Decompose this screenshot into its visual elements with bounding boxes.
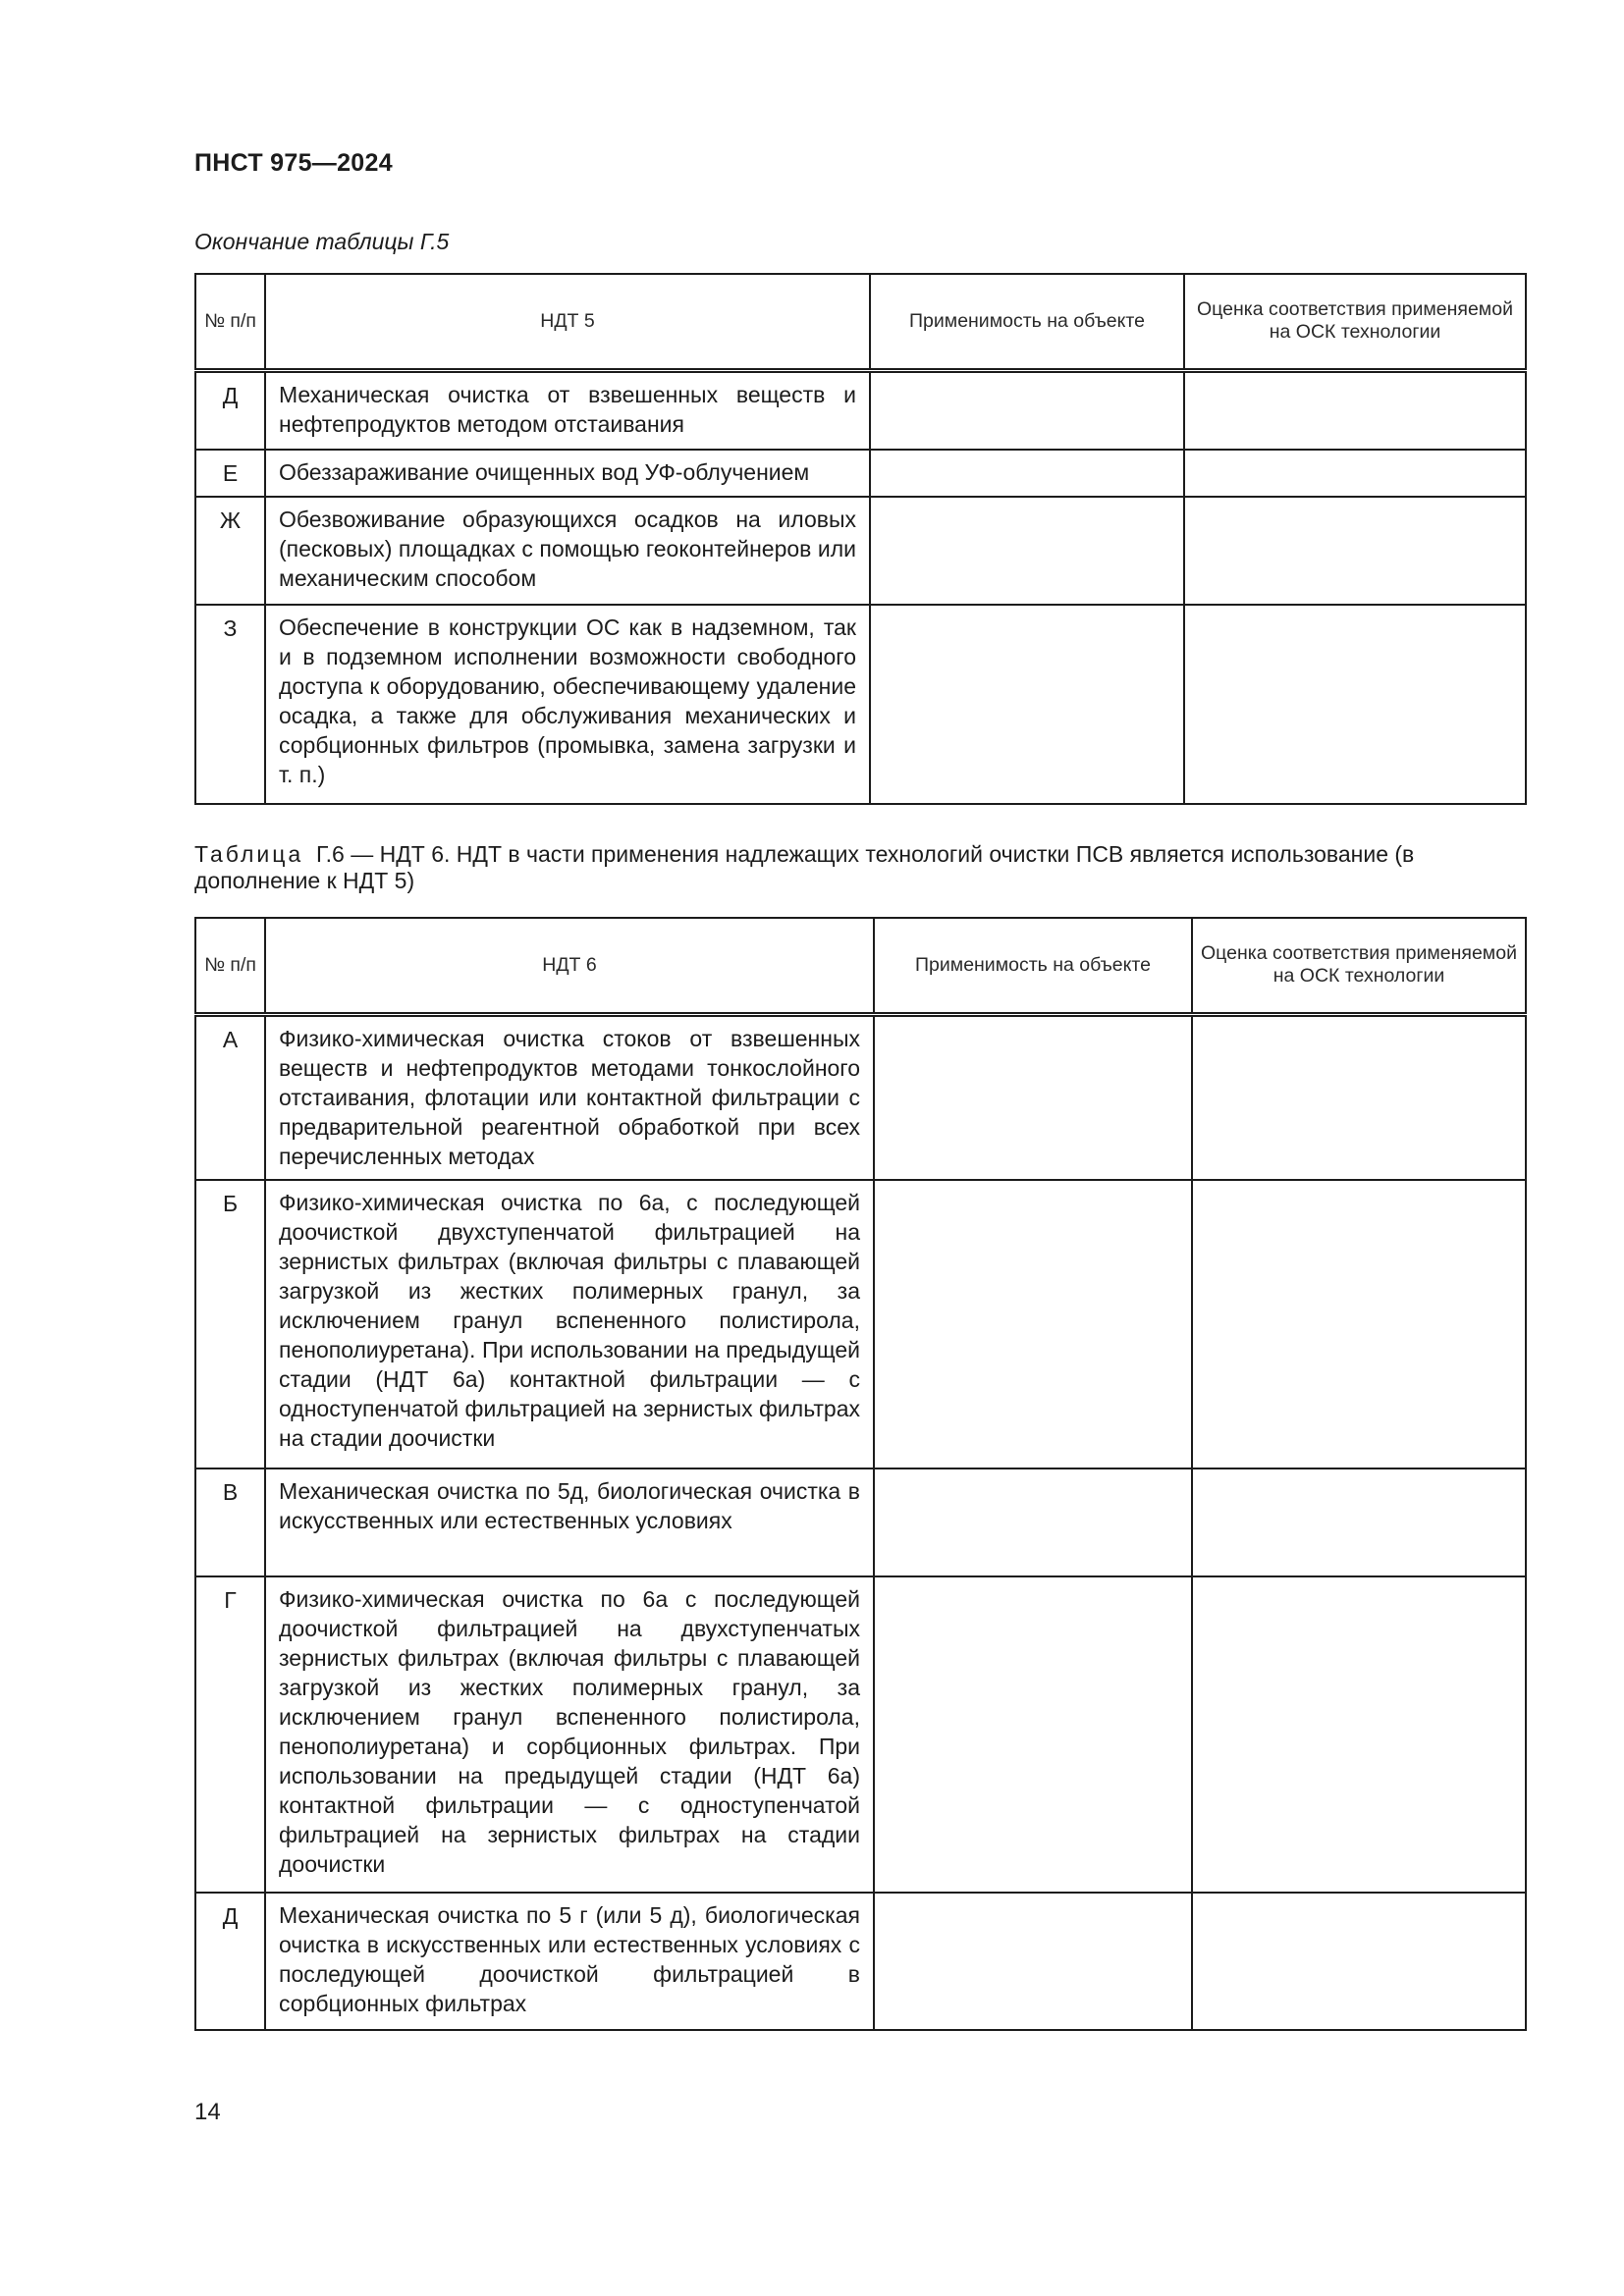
assessment-cell <box>1184 605 1526 804</box>
row-letter: Б <box>195 1180 265 1468</box>
row-letter: Г <box>195 1576 265 1893</box>
table-g6-caption-text: Г.6 — НДТ 6. НДТ в части применения надлежащих технологий очистки ПСВ является использование (в дополнение к НДТ 5) <box>194 841 1415 893</box>
row-letter: З <box>195 605 265 804</box>
page-number: 14 <box>194 2099 221 2125</box>
table-g6-caption-label: Таблица <box>194 841 304 867</box>
header-num: № п/п <box>195 918 265 1014</box>
row-text: Обеззараживание очищенных вод УФ-облучением <box>265 450 870 497</box>
row-letter: Ж <box>195 497 265 605</box>
assessment-cell <box>1184 370 1526 450</box>
table-row <box>195 1576 1526 1893</box>
document-code: ПНСТ 975—2024 <box>194 149 393 177</box>
applicability-cell <box>874 1180 1192 1468</box>
row-letter: А <box>195 1014 265 1180</box>
assessment-cell <box>1192 1576 1526 1893</box>
table-g6 <box>194 917 1527 2031</box>
row-text: Физико-химическая очистка по 6а, с последующей доочисткой двухступенчатой фильтрацией на зернистых фильтрах (включая фильтры с плавающей загрузкой из жестких полимерных гранул, за исключением гранул вспененного полистирола, пенополиуретана). При использовании на предыдущей стадии (НДТ 6а) контактной фильтрации — с одноступенчатой фильтрацией на зернистых фильтрах на стадии доочистки <box>265 1180 874 1468</box>
applicability-cell <box>870 370 1184 450</box>
row-text: Физико-химическая очистка стоков от взвешенных веществ и нефтепродуктов методами тонкослойного отстаивания, флотации или контактной фильтрации с предварительной реагентной обработкой при всех перечисленных методах <box>265 1014 874 1180</box>
row-text: Механическая очистка по 5 г (или 5 д), биологическая очистка в искусственных или естественных условиях с последующей доочисткой фильтрацией в сорбционных фильтрах <box>265 1893 874 2030</box>
header-num: № п/п <box>195 274 265 370</box>
header-ndt: НДТ 6 <box>265 918 874 1014</box>
assessment-cell <box>1192 1180 1526 1468</box>
applicability-cell <box>874 1893 1192 2030</box>
row-text: Механическая очистка от взвешенных веществ и нефтепродуктов методом отстаивания <box>265 370 870 450</box>
table-g5-continuation-caption: Окончание таблицы Г.5 <box>194 229 450 254</box>
table-row <box>195 450 1526 497</box>
row-text: Механическая очистка по 5д, биологическая очистка в искусственных или естественных условиях <box>265 1468 874 1576</box>
assessment-cell <box>1192 1468 1526 1576</box>
table-row <box>195 497 1526 605</box>
header-applicability: Применимость на объекте <box>870 274 1184 370</box>
row-letter: Д <box>195 370 265 450</box>
applicability-cell <box>874 1468 1192 1576</box>
header-ndt: НДТ 5 <box>265 274 870 370</box>
row-text: Физико-химическая очистка по 6а с последующей доочисткой фильтрацией на двухступенчатых зернистых фильтрах (включая фильтры с плавающей загрузкой из жестких полимерных гранул, за исключением гранул вспененного полистирола, пенополиуретана) и сорбционных фильтрах. При использовании на предыдущей стадии (НДТ 6а) контактной фильтрации — с одноступенчатой фильтрацией на зернистых фильтрах на стадии доочистки <box>265 1576 874 1893</box>
row-text: Обезвоживание образующихся осадков на иловых (песковых) площадках с помощью геоконтейнеров или механическим способом <box>265 497 870 605</box>
table-row <box>195 1893 1526 2030</box>
applicability-cell <box>870 497 1184 605</box>
table-row <box>195 1468 1526 1576</box>
row-letter: В <box>195 1468 265 1576</box>
assessment-cell <box>1192 1893 1526 2030</box>
header-assessment: Оценка соответствия применяемой на ОСК технологии <box>1184 274 1526 370</box>
assessment-cell <box>1192 1014 1526 1180</box>
table-row <box>195 605 1526 804</box>
table-row <box>195 370 1526 450</box>
table-g6-caption <box>194 841 1522 894</box>
row-letter: Е <box>195 450 265 497</box>
row-letter: Д <box>195 1893 265 2030</box>
applicability-cell <box>870 450 1184 497</box>
applicability-cell <box>874 1576 1192 1893</box>
table-g6-header-row <box>195 918 1526 1014</box>
row-text: Обеспечение в конструкции ОС как в надземном, так и в подземном исполнении возможности свободного доступа к оборудованию, обеспечивающему удаление осадка, а также для обслуживания механических и сорбционных фильтров (промывка, замена загрузки и т. п.) <box>265 605 870 804</box>
applicability-cell <box>870 605 1184 804</box>
header-applicability: Применимость на объекте <box>874 918 1192 1014</box>
applicability-cell <box>874 1014 1192 1180</box>
assessment-cell <box>1184 450 1526 497</box>
header-assessment: Оценка соответствия применяемой на ОСК технологии <box>1192 918 1526 1014</box>
table-row <box>195 1014 1526 1180</box>
table-row <box>195 1180 1526 1468</box>
table-g5 <box>194 273 1527 805</box>
table-g5-header-row <box>195 274 1526 370</box>
assessment-cell <box>1184 497 1526 605</box>
